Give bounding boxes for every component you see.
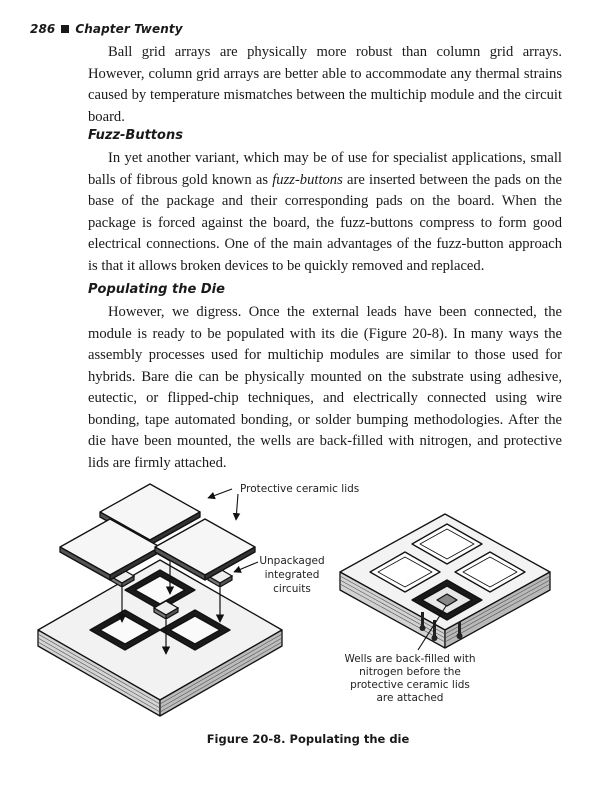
paragraph-text: Ball grid arrays are physically more robust than column grid arrays. However, column grid arrays are better able to accommodate any thermal strains caused by temperature mismatches between the multichip module and the circuit board. — [88, 44, 562, 125]
emphasis-term: fuzz-buttons — [272, 171, 343, 188]
section-heading-fuzz-buttons: Fuzz-Buttons — [88, 128, 183, 143]
figure-caption: Figure 20-8. Populating the die — [206, 732, 410, 746]
label-circuits-line1: Unpackaged — [259, 555, 325, 567]
label-protective-lids: Protective ceramic lids — [240, 483, 360, 495]
substrate-with-wells — [38, 560, 282, 716]
label-wells-line3: protective ceramic lids — [350, 679, 470, 691]
label-wells-line4: are attached — [376, 692, 444, 704]
paragraph-text-part: are inserted between the pads on the base of the package and their corresponding pads on the board. When the package is forced against the board, the fuzz-buttons compress to form good electrical connections. One of the main advantages of the fuzz-button approach is that it allows broken devices to be quickly removed and replaced. — [88, 171, 562, 274]
label-wells-line1: Wells are back-filled with — [344, 653, 476, 665]
label-circuits-line2: integrated — [264, 569, 320, 581]
paragraph-text: However, we digress. Once the external leads have been connected, the module is ready to be populated with its die (Figure 20-8). In many ways the assembly processes used for multichip modules are similar to those used for hybrids. Bare die can be physically mounted on the substrate using adhesive, eutectic, or flipped-chip techniques, and electrically connected using wire bonding, tape automated bonding, or solder bumping methodologies. After the die have been mounted, the wells are back-filled with nitrogen, and protective lids are firmly attached. — [88, 304, 562, 471]
paragraph-text-part: In yet another variant, which may be of use for specialist applications, small balls of fibrous gold known as — [88, 150, 562, 188]
assembled-module — [340, 514, 550, 648]
label-circuits-line3: circuits — [273, 583, 311, 595]
chapter-title: Chapter Twenty — [75, 22, 183, 36]
section-heading-populating: Populating the Die — [88, 282, 225, 297]
page-number: 286 — [30, 22, 56, 36]
label-wells-line2: nitrogen before the — [359, 666, 461, 678]
